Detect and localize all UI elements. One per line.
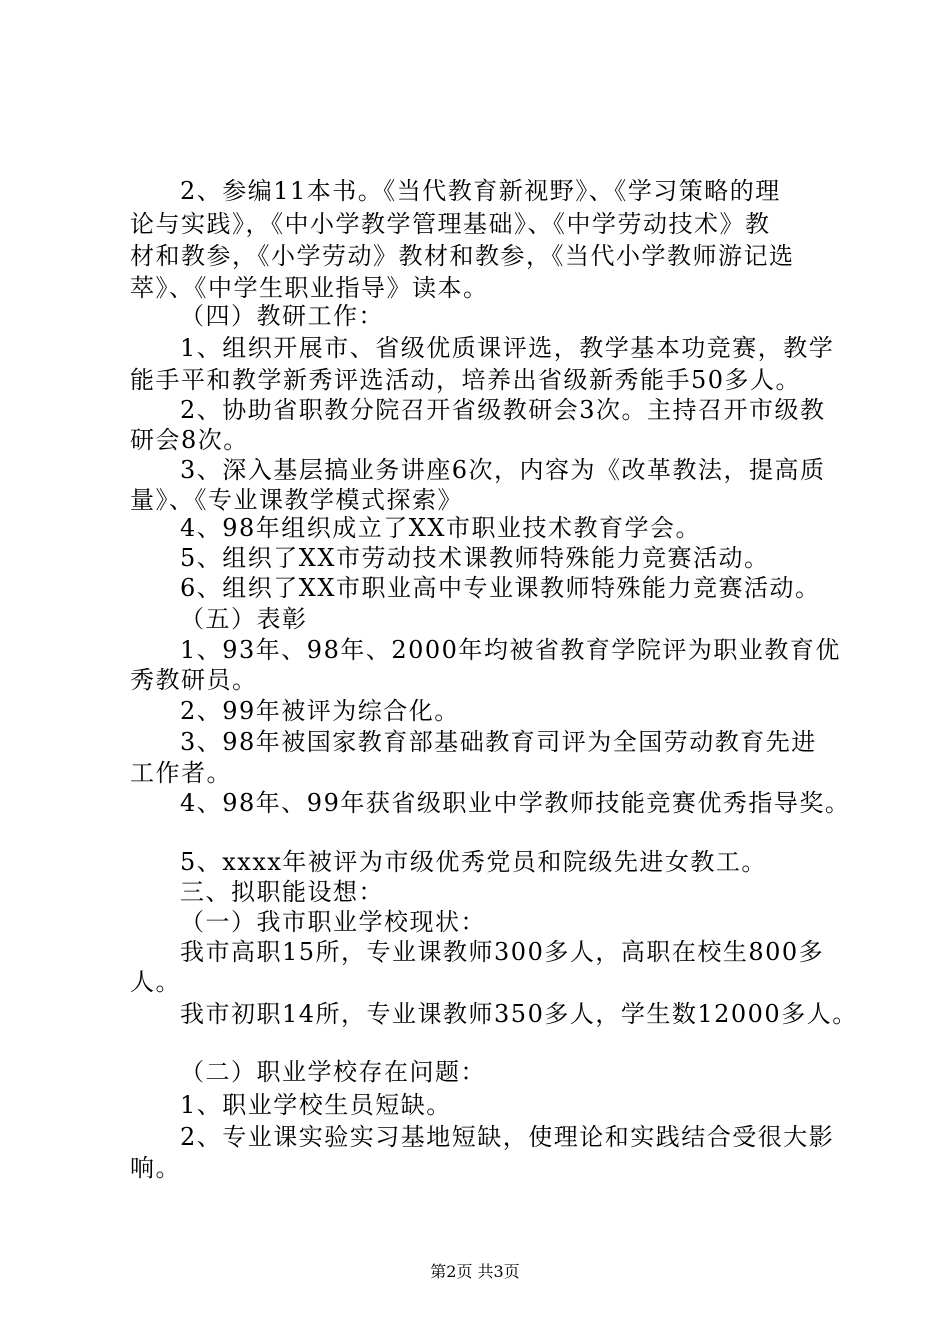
text-line: 人。 bbox=[130, 968, 181, 996]
text-line: 5、组织了XX市劳动技术课教师特殊能力竞赛活动。 bbox=[180, 544, 770, 572]
text-line: 6、组织了XX市职业高中专业课教师特殊能力竞赛活动。 bbox=[180, 574, 821, 602]
text-line: 1、组织开展市、省级优质课评选，教学基本功竞赛，教学 bbox=[180, 334, 835, 362]
text-line: 4、98年组织成立了XX市职业技术教育学会。 bbox=[180, 514, 701, 542]
section-heading: 三、拟职能设想： bbox=[180, 878, 384, 906]
text-line: 3、深入基层搞业务讲座6次，内容为《改革教法，提高质 bbox=[180, 456, 826, 484]
text-line: 4、98年、99年获省级职业中学教师技能竞赛优秀指导奖。 bbox=[180, 789, 851, 817]
page-number-footer: 第2页 共3页 bbox=[430, 1262, 520, 1281]
section-heading: （二）职业学校存在问题： bbox=[180, 1058, 486, 1086]
text-line: 1、职业学校生员短缺。 bbox=[180, 1091, 452, 1119]
text-line: 论与实践》，《中小学教学管理基础》、《中学劳动技术》教 bbox=[130, 210, 771, 238]
text-line: 2、99年被评为综合化。 bbox=[180, 697, 460, 725]
text-line: 材和教参，《小学劳动》教材和教参，《当代小学教师游记选 bbox=[130, 242, 795, 270]
text-line: 能手平和教学新秀评选活动，培养出省级新秀能手50多人。 bbox=[130, 366, 802, 394]
text-line: 我市高职15所，专业课教师300多人，高职在校生800多 bbox=[180, 938, 825, 966]
section-heading: （一）我市职业学校现状： bbox=[180, 908, 486, 936]
text-line: 5、xxxx年被评为市级优秀党员和院级先进女教工。 bbox=[180, 848, 767, 876]
text-line: 我市初职14所，专业课教师350多人，学生数12000多人。 bbox=[180, 1000, 858, 1028]
text-line: 2、专业课实验实习基地短缺，使理论和实践结合受很大影 bbox=[180, 1123, 835, 1151]
text-line: 工作者。 bbox=[130, 759, 232, 787]
text-line: 萃》、《中学生职业指导》读本。 bbox=[130, 274, 489, 302]
text-line: 研会8次。 bbox=[130, 426, 249, 454]
text-line: 响。 bbox=[130, 1154, 181, 1182]
section-heading: （四）教研工作： bbox=[180, 302, 384, 330]
section-heading: （五）表彰 bbox=[180, 605, 308, 633]
text-line: 2、协助省职教分院召开省级教研会3次。主持召开市级教 bbox=[180, 396, 826, 424]
text-line: 量》、《专业课教学模式探索》 bbox=[130, 486, 463, 514]
text-line: 3、98年被国家教育部基础教育司评为全国劳动教育先进 bbox=[180, 728, 817, 756]
text-line: 2、参编11本书。《当代教育新视野》、《学习策略的理 bbox=[180, 177, 781, 205]
text-line: 1、93年、98年、2000年均被省教育学院评为职业教育优 bbox=[180, 636, 841, 664]
text-line: 秀教研员。 bbox=[130, 666, 258, 694]
